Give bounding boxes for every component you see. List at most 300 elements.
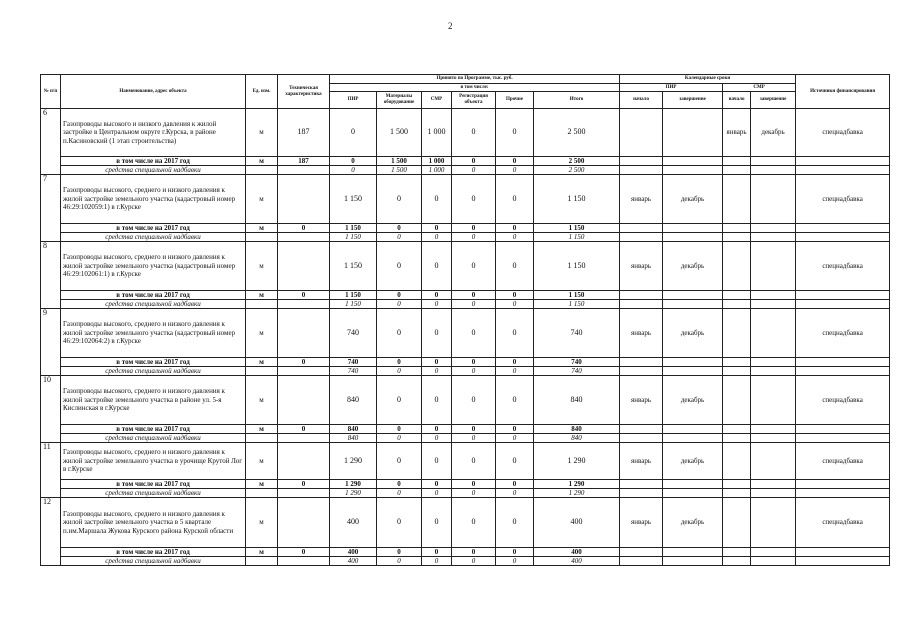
header-incl: в том числе: [330,84,620,92]
smr-start-cell [723,498,751,548]
empty-cell [751,367,796,376]
registration-cell: 0 [452,443,496,480]
subtotal-registration: 0 [452,548,496,557]
special-allowance-label: средства специальной надбавки [61,300,246,309]
empty-cell [723,157,751,166]
object-name: Газопроводы высокого, среднего и низкого давления к жилой застройке земельного участка (кадастровый номер 46:29:102059:1) в г.Курске [61,175,246,224]
tech-cell [278,242,330,291]
subtotal-materials: 0 [377,358,422,367]
subtotal-row [41,291,890,300]
pir-end-cell: декабрь [663,443,723,480]
row-number: 7 [41,175,61,242]
total-cell: 1 150 [534,175,620,224]
smr-cell: 0 [422,376,452,425]
special-smr: 0 [422,300,452,309]
tech-cell [278,175,330,224]
smr-end-cell [751,498,796,548]
empty-cell [751,166,796,175]
empty-cell [663,233,723,242]
source-cell: спецнадбавка [796,175,890,224]
subtotal-pir: 400 [330,548,377,557]
pir-cell: 1 150 [330,175,377,224]
header-calendar: Календарные сроки [620,75,796,84]
special-smr: 0 [422,489,452,498]
special-allowance-label: средства специальной надбавки [61,367,246,376]
empty-cell [663,434,723,443]
empty-cell [278,233,330,242]
header-smr-end: завершение [751,92,796,109]
empty-cell [751,300,796,309]
header-pir-end: завершение [663,92,723,109]
empty-cell [723,557,751,566]
special-smr: 1 000 [422,166,452,175]
subtotal-materials: 0 [377,480,422,489]
subtotal-total: 1 150 [534,224,620,233]
registration-cell: 0 [452,498,496,548]
unit-cell: м [246,109,278,157]
subtotal-label: в том числе на 2017 год [61,157,246,166]
empty-cell [246,233,278,242]
row-number: 11 [41,443,61,498]
special-registration: 0 [452,300,496,309]
empty-cell [796,434,890,443]
source-cell: спецнадбавка [796,376,890,425]
subtotal-pir: 840 [330,425,377,434]
table-row [41,309,890,358]
subtotal-total: 2 500 [534,157,620,166]
empty-cell [663,291,723,300]
object-name: Газопроводы высокого и низкого давления к жилой застройке в Центральном округе г.Курска, в районе п.Касиновский (1 этап строительства) [61,109,246,157]
special-allowance-label: средства специальной надбавки [61,557,246,566]
registration-cell: 0 [452,376,496,425]
special-total: 2 500 [534,166,620,175]
empty-cell [796,166,890,175]
special-registration: 0 [452,489,496,498]
unit-cell: м [246,443,278,480]
materials-cell: 1 500 [377,109,422,157]
empty-cell [751,480,796,489]
subtotal-unit: м [246,157,278,166]
empty-cell [278,434,330,443]
registration-cell: 0 [452,309,496,358]
total-cell: 1 150 [534,242,620,291]
special-registration: 0 [452,367,496,376]
smr-cell: 0 [422,242,452,291]
object-name: Газопроводы высокого, среднего и низкого давления к жилой застройке земельного участка (кадастровый номер 46:29:102061:1) в г.Курске [61,242,246,291]
pir-end-cell: декабрь [663,309,723,358]
subtotal-registration: 0 [452,291,496,300]
smr-cell: 0 [422,443,452,480]
pir-cell: 1 290 [330,443,377,480]
empty-cell [663,300,723,309]
empty-cell [246,166,278,175]
tech-cell [278,309,330,358]
empty-cell [278,489,330,498]
tech-cell [278,443,330,480]
total-cell: 840 [534,376,620,425]
empty-cell [278,557,330,566]
table-row [41,498,890,548]
special-allowance-label: средства специальной надбавки [61,233,246,242]
empty-cell [796,489,890,498]
subtotal-unit: м [246,358,278,367]
smr-start-cell [723,376,751,425]
empty-cell [723,291,751,300]
source-cell: спецнадбавка [796,309,890,358]
materials-cell: 0 [377,498,422,548]
subtotal-row [41,425,890,434]
special-allowance-row [41,300,890,309]
subtotal-other: 0 [496,480,534,489]
smr-start-cell [723,242,751,291]
source-cell: спецнадбавка [796,109,890,157]
subtotal-total: 840 [534,425,620,434]
header-smr-start: начало [723,92,751,109]
empty-cell [796,367,890,376]
source-cell: спецнадбавка [796,242,890,291]
pir-end-cell: декабрь [663,498,723,548]
row-number: 10 [41,376,61,443]
empty-cell [246,557,278,566]
special-total: 1 150 [534,233,620,242]
other-cell: 0 [496,242,534,291]
empty-cell [663,548,723,557]
subtotal-smr: 1 000 [422,157,452,166]
special-registration: 0 [452,166,496,175]
pir-start-cell: январь [620,498,663,548]
smr-cell: 0 [422,309,452,358]
subtotal-tech: 187 [278,157,330,166]
empty-cell [278,166,330,175]
subtotal-row [41,480,890,489]
table-row [41,109,890,157]
empty-cell [663,480,723,489]
special-materials: 0 [377,300,422,309]
empty-cell [663,367,723,376]
special-pir: 400 [330,557,377,566]
special-materials: 0 [377,557,422,566]
registration-cell: 0 [452,175,496,224]
header-other: Прочие [496,92,534,109]
subtotal-total: 740 [534,358,620,367]
subtotal-label: в том числе на 2017 год [61,480,246,489]
smr-end-cell [751,443,796,480]
special-other: 0 [496,367,534,376]
subtotal-unit: м [246,291,278,300]
special-pir: 840 [330,434,377,443]
table-row [41,376,890,425]
other-cell: 0 [496,175,534,224]
empty-cell [620,224,663,233]
pir-start-cell: январь [620,376,663,425]
empty-cell [796,480,890,489]
table-row [41,443,890,480]
empty-cell [246,367,278,376]
special-registration: 0 [452,233,496,242]
subtotal-materials: 0 [377,548,422,557]
empty-cell [751,548,796,557]
total-cell: 1 290 [534,443,620,480]
empty-cell [796,157,890,166]
empty-cell [620,489,663,498]
subtotal-registration: 0 [452,358,496,367]
header-cal-pir: ПИР [620,84,723,92]
smr-start-cell: январь [723,109,751,157]
subtotal-label: в том числе на 2017 год [61,224,246,233]
empty-cell [663,166,723,175]
special-allowance-row [41,557,890,566]
subtotal-materials: 0 [377,425,422,434]
empty-cell [620,358,663,367]
total-cell: 400 [534,498,620,548]
special-materials: 0 [377,367,422,376]
subtotal-smr: 0 [422,425,452,434]
subtotal-other: 0 [496,358,534,367]
table-body [41,109,890,566]
special-smr: 0 [422,557,452,566]
header-smr: СМР [422,92,452,109]
smr-end-cell: декабрь [751,109,796,157]
header-pir: ПИР [330,92,377,109]
row-number: 6 [41,109,61,175]
special-allowance-label: средства специальной надбавки [61,489,246,498]
special-other: 0 [496,300,534,309]
unit-cell: м [246,309,278,358]
empty-cell [751,489,796,498]
empty-cell [723,548,751,557]
special-materials: 1 500 [377,166,422,175]
table-row [41,175,890,224]
subtotal-label: в том числе на 2017 год [61,358,246,367]
pir-start-cell: январь [620,443,663,480]
empty-cell [751,425,796,434]
empty-cell [723,489,751,498]
subtotal-other: 0 [496,224,534,233]
other-cell: 0 [496,498,534,548]
tech-cell [278,376,330,425]
empty-cell [723,300,751,309]
object-name: Газопроводы высокого, среднего и низкого давления к жилой застройке земельного участка в районе ул. 5-я Кислинская в г.Курске [61,376,246,425]
header-total: Итого [534,92,620,109]
empty-cell [663,224,723,233]
empty-cell [620,157,663,166]
header-tech: Техническая характеристика [278,75,330,109]
empty-cell [663,489,723,498]
subtotal-other: 0 [496,157,534,166]
subtotal-row [41,157,890,166]
subtotal-other: 0 [496,291,534,300]
subtotal-tech: 0 [278,358,330,367]
empty-cell [278,367,330,376]
row-number: 12 [41,498,61,566]
empty-cell [620,425,663,434]
special-pir: 740 [330,367,377,376]
total-cell: 2 500 [534,109,620,157]
empty-cell [723,224,751,233]
special-other: 0 [496,557,534,566]
subtotal-total: 1 290 [534,480,620,489]
pir-end-cell [663,109,723,157]
special-total: 1 290 [534,489,620,498]
special-allowance-row [41,233,890,242]
subtotal-tech: 0 [278,224,330,233]
smr-end-cell [751,175,796,224]
special-total: 740 [534,367,620,376]
subtotal-registration: 0 [452,425,496,434]
materials-cell: 0 [377,242,422,291]
special-allowance-row [41,367,890,376]
pir-cell: 740 [330,309,377,358]
subtotal-pir: 1 150 [330,224,377,233]
materials-cell: 0 [377,309,422,358]
source-cell: спецнадбавка [796,498,890,548]
special-pir: 0 [330,166,377,175]
subtotal-total: 1 150 [534,291,620,300]
empty-cell [796,291,890,300]
subtotal-unit: м [246,425,278,434]
other-cell: 0 [496,443,534,480]
header-name: Наименование, адрес объекта [61,75,246,109]
empty-cell [723,425,751,434]
empty-cell [751,224,796,233]
empty-cell [723,166,751,175]
special-registration: 0 [452,557,496,566]
subtotal-row [41,224,890,233]
empty-cell [751,291,796,300]
object-name: Газопроводы высокого, среднего и низкого давления к жилой застройке земельного участка в 5 квартале п.им.Маршала Жукова Курского района Курской области [61,498,246,548]
header-source: Источники финансирования [796,75,890,109]
program-table [40,74,890,566]
empty-cell [620,557,663,566]
unit-cell: м [246,376,278,425]
registration-cell: 0 [452,242,496,291]
empty-cell [796,548,890,557]
unit-cell: м [246,242,278,291]
object-name: Газопроводы высокого, среднего и низкого давления к жилой застройке земельного участка (кадастровый номер 46:29:102064:2) в г.Курске [61,309,246,358]
total-cell: 740 [534,309,620,358]
header-num: № п/п [41,75,61,109]
pir-cell: 840 [330,376,377,425]
other-cell: 0 [496,309,534,358]
special-other: 0 [496,233,534,242]
other-cell: 0 [496,376,534,425]
special-pir: 1 150 [330,233,377,242]
empty-cell [663,425,723,434]
subtotal-pir: 0 [330,157,377,166]
subtotal-label: в том числе на 2017 год [61,291,246,300]
special-registration: 0 [452,434,496,443]
empty-cell [723,233,751,242]
subtotal-tech: 0 [278,480,330,489]
special-allowance-label: средства специальной надбавки [61,434,246,443]
smr-cell: 0 [422,175,452,224]
special-total: 840 [534,434,620,443]
empty-cell [620,233,663,242]
subtotal-unit: м [246,480,278,489]
subtotal-label: в том числе на 2017 год [61,548,246,557]
object-name: Газопроводы высокого, среднего и низкого давления к жилой застройке земельного участка в урочище Крутой Лог в г.Курске [61,443,246,480]
empty-cell [663,557,723,566]
subtotal-smr: 0 [422,224,452,233]
special-other: 0 [496,489,534,498]
page-number: 2 [448,21,453,31]
header-reg: Регистрация объекта [452,92,496,109]
empty-cell [751,358,796,367]
header-cal-smr: СМР [723,84,796,92]
smr-start-cell [723,175,751,224]
tech-cell [278,498,330,548]
subtotal-registration: 0 [452,480,496,489]
special-allowance-row [41,489,890,498]
unit-cell: м [246,175,278,224]
empty-cell [620,434,663,443]
special-materials: 0 [377,489,422,498]
empty-cell [796,557,890,566]
subtotal-smr: 0 [422,548,452,557]
empty-cell [620,367,663,376]
subtotal-pir: 740 [330,358,377,367]
empty-cell [751,434,796,443]
subtotal-tech: 0 [278,548,330,557]
table-header [41,75,890,109]
registration-cell: 0 [452,109,496,157]
special-total: 400 [534,557,620,566]
subtotal-row [41,548,890,557]
pir-start-cell: январь [620,242,663,291]
pir-end-cell: декабрь [663,242,723,291]
empty-cell [723,434,751,443]
special-smr: 0 [422,434,452,443]
subtotal-other: 0 [496,548,534,557]
special-materials: 0 [377,434,422,443]
pir-start-cell: январь [620,175,663,224]
header-funding: Принято по Программе, тыс. руб. [330,75,620,84]
subtotal-tech: 0 [278,425,330,434]
special-smr: 0 [422,233,452,242]
subtotal-row [41,358,890,367]
special-materials: 0 [377,233,422,242]
special-pir: 1 290 [330,489,377,498]
header-unit: Ед. изм. [246,75,278,109]
subtotal-other: 0 [496,425,534,434]
tech-cell: 187 [278,109,330,157]
smr-end-cell [751,376,796,425]
other-cell: 0 [496,109,534,157]
special-pir: 1 150 [330,300,377,309]
smr-start-cell [723,309,751,358]
header-pir-start: начало [620,92,663,109]
pir-start-cell [620,109,663,157]
empty-cell [723,480,751,489]
subtotal-materials: 0 [377,224,422,233]
row-number: 8 [41,242,61,309]
pir-cell: 400 [330,498,377,548]
subtotal-materials: 1 500 [377,157,422,166]
empty-cell [796,358,890,367]
smr-end-cell [751,242,796,291]
subtotal-pir: 1 150 [330,291,377,300]
materials-cell: 0 [377,175,422,224]
pir-end-cell: декабрь [663,376,723,425]
empty-cell [246,300,278,309]
subtotal-unit: м [246,548,278,557]
empty-cell [796,300,890,309]
smr-end-cell [751,309,796,358]
empty-cell [796,233,890,242]
pir-cell: 0 [330,109,377,157]
subtotal-registration: 0 [452,224,496,233]
subtotal-label: в том числе на 2017 год [61,425,246,434]
